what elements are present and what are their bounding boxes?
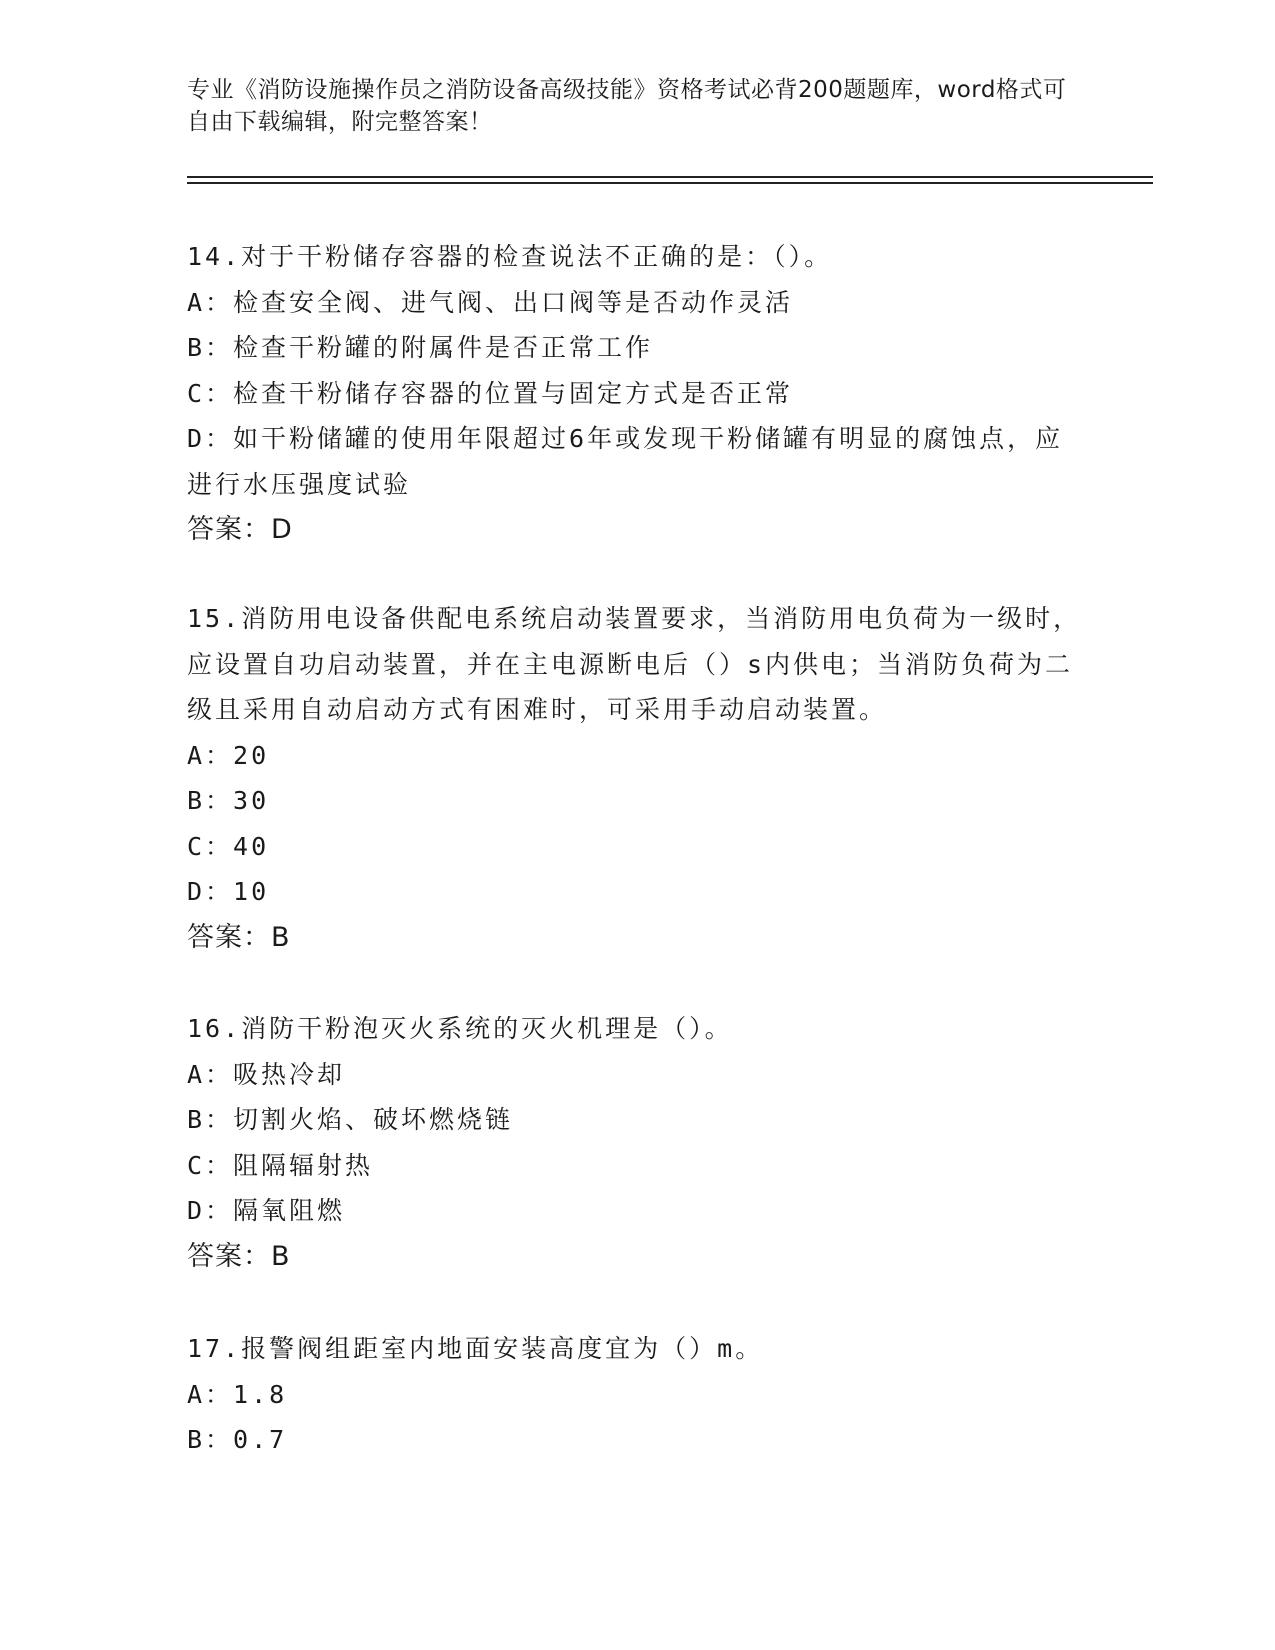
answer: 答案：B <box>187 921 291 953</box>
option-b: B：切割火焰、破坏燃烧链 <box>187 1105 514 1134</box>
option-a: A：20 <box>187 740 270 770</box>
option-d: D：10 <box>187 877 270 906</box>
document-header: 专业《消防设施操作员之消防设备高级技能》资格考试必背200题题库，word格式可自由下载编辑，附完整答案！ <box>187 77 1067 135</box>
option-b: B：检查干粉罐的附属件是否正常工作 <box>187 333 654 362</box>
answer: 答案：B <box>187 1240 291 1272</box>
option-b: B：30 <box>187 786 270 815</box>
option-c: C：40 <box>187 831 270 861</box>
question-16 <box>187 1006 1087 1279</box>
option-a: A：检查安全阀、进气阀、出口阀等是否动作灵活 <box>187 287 794 317</box>
question-15 <box>187 596 1087 960</box>
option-c: C：阻隔辐射热 <box>187 1150 374 1180</box>
question-14 <box>187 234 1087 553</box>
option-d: D：如干粉储罐的使用年限超过6年或发现干粉储罐有明显的腐蚀点，应进行水压强度试验 <box>187 424 1064 499</box>
question-17 <box>187 1326 1087 1463</box>
question-stem: 17.报警阀组距室内地面安装高度宜为（）m。 <box>187 1334 764 1363</box>
question-stem: 15.消防用电设备供配电系统启动装置要求，当消防用电负荷为一级时，应设置自功启动装置，并在主电源断电后（）s内供电；当消防负荷为二级且采用自动启动方式有困难时，可采用手动启动装置。 <box>187 604 1082 724</box>
header-divider-bottom <box>187 182 1153 184</box>
option-a: A：吸热冷却 <box>187 1059 346 1089</box>
option-c: C：检查干粉储存容器的位置与固定方式是否正常 <box>187 378 794 408</box>
question-stem: 16.消防干粉泡灭火系统的灭火机理是（）。 <box>187 1014 733 1043</box>
header-divider-top <box>187 176 1153 178</box>
question-stem: 14.对于干粉储存容器的检查说法不正确的是：（）。 <box>187 242 833 271</box>
answer: 答案：D <box>187 514 293 545</box>
option-d: D：隔氧阻燃 <box>187 1196 346 1225</box>
option-a: A：1.8 <box>187 1379 288 1409</box>
option-b: B：0.7 <box>187 1425 288 1454</box>
